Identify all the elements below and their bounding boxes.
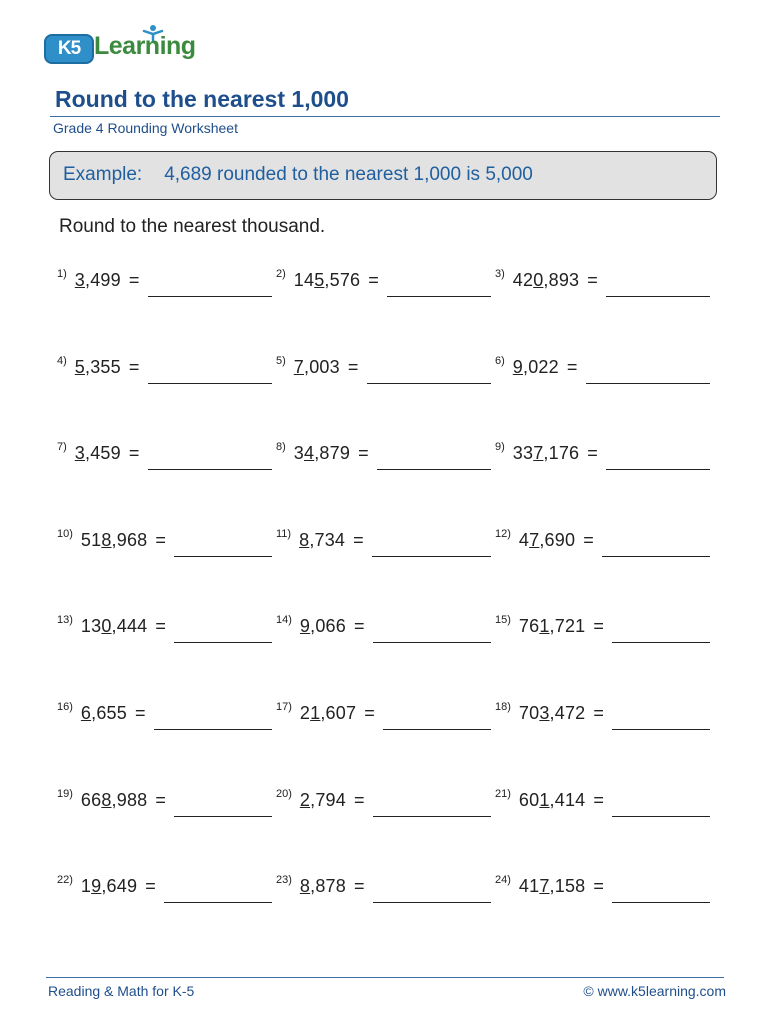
problem-number: 23) — [276, 874, 292, 887]
underlined-thousands-digit: 9 — [512, 356, 523, 377]
underlined-thousands-digit: 9 — [91, 876, 102, 897]
problem-number: 7) — [57, 441, 67, 454]
digits-after: ,968 — [111, 529, 148, 550]
problem-number-value — [81, 876, 137, 896]
problem-number: 19) — [57, 787, 73, 800]
equals-sign: = — [353, 616, 365, 637]
equals-sign: = — [593, 703, 604, 723]
equals-sign: = — [134, 703, 146, 723]
digits-before: 3 — [293, 443, 304, 464]
answer-blank[interactable] — [612, 816, 710, 817]
digits-after: ,459 — [85, 443, 121, 464]
problem-number: 24) — [495, 874, 511, 887]
problem-item — [495, 443, 710, 473]
problem-number-value — [519, 616, 585, 636]
digits-after: ,893 — [543, 270, 580, 290]
answer-blank[interactable] — [387, 296, 491, 297]
problem-number-value — [519, 790, 585, 810]
problem-number-value — [294, 270, 360, 290]
problem-item — [57, 527, 272, 560]
answer-blank[interactable] — [606, 469, 710, 470]
equals-sign: = — [587, 270, 598, 290]
problem-number: 22) — [57, 874, 73, 887]
problem-number-value — [81, 616, 147, 636]
digits-before: 1 — [80, 876, 92, 897]
problem-number-value — [294, 443, 350, 463]
digits-after: ,066 — [310, 616, 346, 637]
equals-sign: = — [128, 356, 140, 377]
digits-before: 14 — [293, 270, 315, 290]
equals-sign: = — [353, 789, 365, 810]
digits-after: ,655 — [91, 703, 127, 723]
answer-blank[interactable] — [373, 642, 491, 643]
answer-blank[interactable] — [148, 469, 272, 470]
equals-sign: = — [593, 876, 604, 897]
instructions: Round to the nearest thousand. — [59, 216, 326, 237]
digits-after: ,472 — [549, 703, 586, 723]
footer-tagline: Reading & Math for K-5 — [48, 983, 195, 999]
k5-learning-logo — [44, 24, 204, 68]
answer-blank[interactable] — [148, 383, 272, 384]
problem-item — [276, 270, 491, 300]
answer-blank[interactable] — [586, 383, 710, 384]
digits-after: ,003 — [304, 356, 340, 377]
footer-copyright: © www.k5learning.com — [583, 983, 726, 999]
digits-after: ,022 — [523, 356, 559, 377]
underlined-thousands-digit: 7 — [533, 443, 544, 464]
digits-after: ,355 — [85, 356, 121, 377]
digits-after: ,988 — [111, 789, 148, 810]
equals-sign: = — [358, 443, 369, 464]
problem-item — [57, 787, 272, 820]
digits-before: 2 — [299, 703, 311, 723]
underlined-thousands-digit: 7 — [529, 529, 540, 550]
equals-sign: = — [353, 876, 365, 897]
problem-number-value — [81, 703, 127, 723]
equals-sign: = — [128, 270, 140, 290]
equals-sign: = — [155, 529, 166, 550]
problem-item — [276, 443, 491, 473]
answer-blank[interactable] — [602, 556, 710, 557]
equals-sign: = — [587, 443, 598, 464]
footer-divider — [46, 977, 724, 978]
problem-item — [276, 616, 491, 646]
digits-before: 41 — [518, 876, 540, 897]
digits-after: ,878 — [310, 876, 346, 897]
problem-number-value — [294, 357, 340, 377]
problem-item — [57, 270, 272, 300]
equals-sign: = — [566, 356, 578, 377]
underlined-thousands-digit: 2 — [299, 789, 311, 810]
equals-sign: = — [353, 529, 364, 550]
digits-after: ,690 — [539, 529, 576, 550]
answer-blank[interactable] — [174, 642, 272, 643]
problem-item — [276, 527, 491, 560]
underlined-thousands-digit: 5 — [314, 270, 325, 290]
underlined-thousands-digit: 3 — [74, 443, 85, 464]
underlined-thousands-digit: 6 — [80, 703, 92, 723]
problem-item — [57, 616, 272, 646]
answer-blank[interactable] — [373, 816, 491, 817]
title-divider — [50, 116, 720, 117]
problem-number-value — [75, 270, 121, 290]
digits-after: ,158 — [549, 876, 586, 897]
problem-number: 15) — [495, 614, 511, 627]
equals-sign: = — [368, 270, 379, 290]
equals-sign: = — [155, 616, 166, 637]
problem-number-value — [300, 790, 346, 810]
underlined-thousands-digit: 8 — [101, 789, 112, 810]
problem-number-value — [81, 790, 147, 810]
equals-sign: = — [593, 616, 604, 637]
underlined-thousands-digit: 5 — [74, 356, 85, 377]
digits-after: ,607 — [320, 703, 357, 723]
underlined-thousands-digit: 3 — [74, 270, 85, 290]
problem-number: 12) — [495, 527, 511, 540]
problem-item — [495, 270, 710, 300]
underlined-thousands-digit: 3 — [539, 703, 550, 723]
problem-number: 2) — [276, 268, 286, 280]
problem-item — [57, 876, 272, 906]
answer-blank[interactable] — [372, 556, 491, 557]
problem-number: 11) — [276, 527, 292, 540]
problem-item — [495, 703, 710, 733]
problem-number-value — [300, 703, 356, 723]
example-label: Example: — [63, 164, 143, 185]
problem-number-value — [75, 443, 121, 463]
digits-after: ,576 — [324, 270, 361, 290]
problem-item — [495, 616, 710, 646]
problem-number-value — [299, 530, 345, 550]
answer-blank[interactable] — [174, 816, 272, 817]
problem-number-value — [300, 876, 346, 896]
problem-number-value — [75, 357, 121, 377]
logo-figure-icon — [141, 24, 165, 42]
problem-item — [276, 876, 491, 906]
underlined-thousands-digit: 7 — [293, 356, 304, 377]
problem-item — [495, 354, 710, 387]
problem-number: 10) — [57, 527, 73, 540]
digits-before: 4 — [518, 529, 530, 550]
problem-number: 21) — [495, 787, 511, 800]
answer-blank[interactable] — [373, 902, 491, 903]
digits-before: 13 — [80, 616, 102, 637]
equals-sign: = — [593, 789, 604, 810]
problem-item — [495, 787, 710, 820]
digits-after: ,879 — [314, 443, 351, 464]
problem-number-value — [513, 443, 579, 463]
problem-item — [57, 443, 272, 473]
problem-number-value — [519, 876, 585, 896]
problem-item — [57, 703, 272, 733]
problem-number-value — [81, 530, 147, 550]
digits-before: 33 — [512, 443, 534, 464]
digits-after: ,499 — [85, 270, 121, 290]
problem-number: 20) — [276, 787, 292, 800]
underlined-thousands-digit: 1 — [310, 703, 321, 723]
problem-number: 13) — [57, 614, 73, 627]
equals-sign: = — [155, 789, 166, 810]
problem-item — [276, 703, 491, 733]
answer-blank[interactable] — [377, 469, 491, 470]
digits-after: ,721 — [549, 616, 586, 637]
page-subtitle: Grade 4 Rounding Worksheet — [53, 120, 238, 136]
problem-number: 3) — [495, 268, 505, 280]
answer-blank[interactable] — [154, 729, 272, 730]
answer-blank[interactable] — [164, 902, 272, 903]
digits-before: 60 — [518, 789, 540, 810]
page-title: Round to the nearest 1,000 — [55, 86, 349, 112]
problem-number-value — [513, 270, 579, 290]
problem-number-value — [519, 703, 585, 723]
problem-item — [276, 354, 491, 387]
example-box — [49, 151, 717, 200]
answer-blank[interactable] — [383, 729, 491, 730]
digits-before: 51 — [80, 529, 102, 550]
answer-blank[interactable] — [612, 642, 710, 643]
problem-number: 16) — [57, 701, 73, 713]
equals-sign: = — [145, 876, 156, 897]
problem-number-value — [519, 530, 575, 550]
digits-before: 76 — [518, 616, 540, 637]
digits-after: ,414 — [549, 789, 586, 810]
problem-number: 14) — [276, 614, 292, 627]
logo-badge: K5 — [44, 34, 94, 64]
problem-number: 4) — [57, 354, 67, 367]
underlined-thousands-digit: 0 — [533, 270, 544, 290]
digits-before: 70 — [518, 703, 540, 723]
underlined-thousands-digit: 1 — [539, 616, 550, 637]
problem-number-value — [513, 357, 559, 377]
underlined-thousands-digit: 1 — [539, 789, 550, 810]
answer-blank[interactable] — [148, 296, 272, 297]
digits-after: ,649 — [101, 876, 138, 897]
problem-number: 18) — [495, 701, 511, 713]
digits-before: 66 — [80, 789, 102, 810]
digits-after: ,444 — [111, 616, 148, 637]
answer-blank[interactable] — [174, 556, 272, 557]
answer-blank[interactable] — [606, 296, 710, 297]
equals-sign: = — [583, 529, 594, 550]
problem-item — [495, 876, 710, 906]
problem-number: 8) — [276, 441, 286, 454]
digits-after: ,176 — [543, 443, 580, 464]
underlined-thousands-digit: 8 — [299, 876, 311, 897]
underlined-thousands-digit: 0 — [101, 616, 112, 637]
problem-number: 17) — [276, 701, 292, 713]
problem-number: 1) — [57, 268, 67, 280]
problem-number: 5) — [276, 354, 286, 367]
equals-sign: = — [128, 443, 140, 464]
underlined-thousands-digit: 7 — [539, 876, 550, 897]
answer-blank[interactable] — [612, 729, 710, 730]
problem-item — [495, 527, 710, 560]
problem-number: 9) — [495, 441, 505, 454]
digits-before: 42 — [512, 270, 534, 290]
example-text: 4,689 rounded to the nearest 1,000 is 5,000 — [164, 164, 533, 185]
problem-number-value — [300, 616, 346, 636]
digits-after: ,734 — [309, 529, 346, 550]
problem-item — [276, 787, 491, 820]
problem-number: 6) — [495, 354, 505, 367]
digits-after: ,794 — [310, 789, 346, 810]
underlined-thousands-digit: 8 — [299, 529, 310, 550]
problem-item — [57, 354, 272, 387]
equals-sign: = — [364, 703, 375, 723]
underlined-thousands-digit: 4 — [304, 443, 315, 464]
answer-blank[interactable] — [367, 383, 491, 384]
logo-wordmark: Learning — [94, 32, 196, 60]
answer-blank[interactable] — [612, 902, 710, 903]
underlined-thousands-digit: 9 — [299, 616, 311, 637]
underlined-thousands-digit: 8 — [101, 529, 112, 550]
equals-sign: = — [347, 356, 359, 377]
